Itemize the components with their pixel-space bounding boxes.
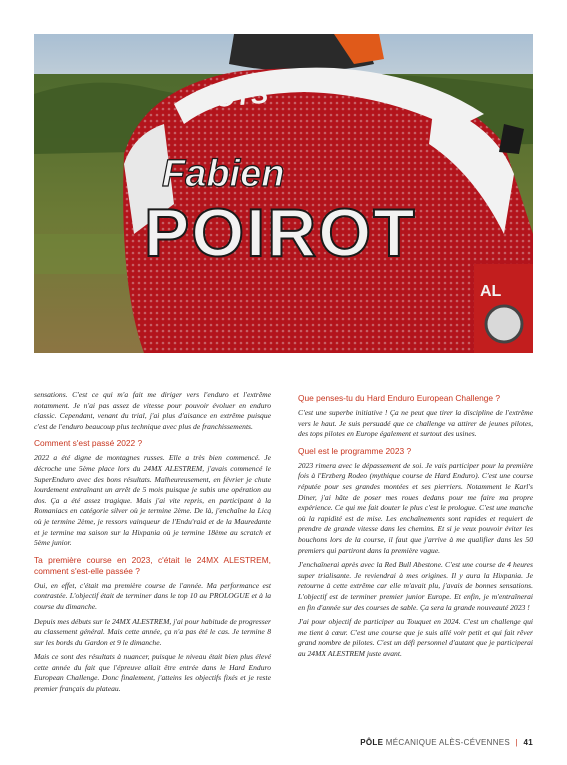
question-heading: Comment s'est passé 2022 ? — [34, 438, 143, 449]
paragraph: Oui, en effet, c'était ma première course de l'année. Ma performance est contrastée. L'objectif était de terminer dans le top 10 au PROLOGUE et à la course du dimanche. — [34, 580, 271, 611]
jersey-last-name: POIROT — [144, 195, 417, 271]
paragraph: J'enchaînerai après avec la Red Bull Abestone. C'est une course de 4 heures super trialisante. Je reviendrai à mes origines. Il y aura la Hixpania. Je retourne à cette extrême car elle m'avait plu, j'avais de bonnes sensations. L'objectif est de terminer premier junior Europe. Et enfin, je m'entraînerai en fin d'année sur des courses de sable. Ça sera la grande nouveauté 2023 ! — [298, 560, 533, 612]
page-number: 41 — [523, 738, 533, 747]
paragraph: sensations. C'est ce qui m'a fait me diriger vers l'enduro et l'extrême notamment. Je n'ai pas assez de vitesse pour pouvoir évoluer en enduro classic. Cependant, venant du trial, j'ai plus d'aisance en extrême puisque c'est de l'enduro beaucoup plus technique avec plus de franchissements. — [34, 390, 271, 431]
page-footer — [360, 738, 533, 747]
rider-photo — [34, 34, 533, 353]
paragraph: Mais ce sont des résultats à nuancer, puisque le niveau était bien plus élevé cette année du fait que l'épreuve allait être entrée dans le Hard Enduro European Challenge. Donc finalement, j'atteins les objectifs fixés et je reste premier français du plateau. — [34, 652, 271, 694]
footer-brand: PÔLE — [360, 738, 384, 747]
paragraph: 2023 rimera avec le dépassement de soi. Je vais participer pour la première fois à l'Erzberg Rodeo (mythique course de Hard Enduro). C'est une course réputée pour ses grandes montées et ses pierriers. Notamment le Karl's Diner, j'ai hâte de poser mes roues dedans pour me faire ma propre expérience. Ce qui me fait douter le plus c'est le prologue. C'est une manche où la rapidité est de mise. Les enchaînements sont rapides et requiert de prendre de grande vitesse dans les chemins. Et si je veux pouvoir éviter les bouchons lors de la course, il faut que j'arrive à me qualifier dans les 50 premiers qui partiront dans la première vague. — [298, 460, 533, 555]
footer-separator: | — [515, 738, 518, 747]
article-left-column — [34, 390, 271, 699]
article-right-column — [298, 393, 533, 663]
paragraph: Depuis mes débuts sur le 24MX ALESTREM, j'ai pour habitude de progresser au classement général. Mais cette année, ça n'a pas été le cas. Je termine 8 sur les bords du Gardon et 9 le dimanche. — [34, 616, 271, 647]
jersey-sponsor-text: MOTS — [191, 78, 270, 115]
bike-side-text: AL — [480, 283, 502, 300]
paragraph: J'ai pour objectif de participer au Touquet en 2024. C'est un challenge qui me tient à cœur. C'est une course que je suis allé voir petit et qui fait rêver grand nombre de pilotes. C'est un défi personnel d'autant que je participerai au 24MX ALESTREM juste avant. — [298, 617, 533, 658]
paragraph: C'est une superbe initiative ! Ça ne peut que tirer la discipline de l'extrême vers le haut. Je suis persuadé que ce challenge va attirer de jeunes pilotes, des tops pilotes en Europe également et surtout des usines. — [298, 408, 533, 439]
footer-subtitle: MÉCANIQUE ALÈS-CÉVENNES — [385, 738, 511, 747]
question-heading: Ta première course en 2023, c'était le 24MX ALESTREM, comment s'est-elle passée ? — [34, 554, 271, 576]
question-heading: Quel est le programme 2023 ? — [298, 445, 412, 456]
jersey-first-name: Fabien — [162, 153, 285, 195]
paragraph: 2022 a été digne de montagnes russes. Elle a très bien commencé. Je décroche une 5ème place lors du 24MX ALESTREM, j'avais commencé le SuperEnduro avec des bons résultats. Malheureusement, en février je chute lourdement entraînant un arrêt de 5 mois puisque je subis une opération au dos. Ça a été assez tragique. Mais j'ai vite repris, en participant à la Romaniacs en catégorie silver où je termine 2ème. De là, j'enchaîne la Licq où je termine 2ème, je ressors vainqueur de l'Endu'raid et de la Mauredante et je termine ma saison sur la Hixpania où je termine 18ème au scratch et 5ème junior. — [34, 453, 271, 548]
rider-jersey-illustration — [34, 34, 533, 353]
question-heading: Que penses-tu du Hard Enduro European Challenge ? — [298, 393, 501, 403]
